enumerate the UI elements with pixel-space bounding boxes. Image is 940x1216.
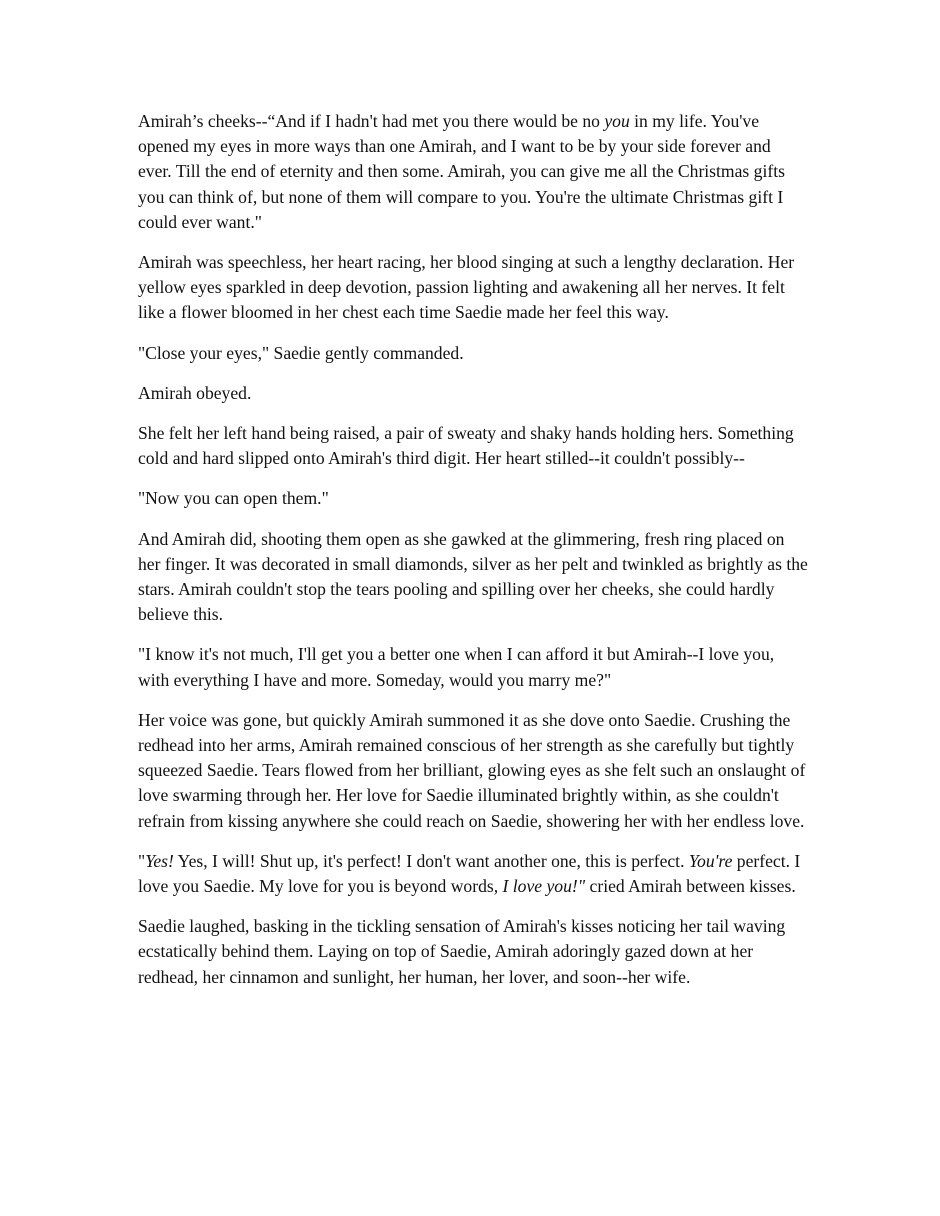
text-run: Amirah was speechless, her heart racing, her blood singing at such a lengthy declaration. Her yellow eyes sparkled in deep devotion, passion lighting and awakening all her nerves. It felt like a flower bloomed in her chest each time Saedie made her feel this way. [138,252,795,323]
document-body [138,109,808,1005]
text-run: "Now you can open them." [138,488,329,509]
paragraph [138,421,808,471]
text-run: And Amirah did, shooting them open as she gawked at the glimmering, fresh ring placed on her finger. It was decorated in small diamonds, silver as her pelt and twinkled as brightly as the stars. Amirah couldn't stop the tears pooling and spilling over her cheeks, she could hardly believe this. [138,528,808,625]
italic-text-run: you [604,111,630,131]
text-run: in my life. You've opened my eyes in more ways than one Amirah, and I want to be by your side forever and ever. Till the end of eternity and then some. Amirah, you can give me all the Christmas gifts you can think of, but none of them will compare to you. You're the ultimate Christmas gift I could ever want." [138,111,785,232]
paragraph [138,381,808,406]
text-run: Amirah obeyed. [138,382,252,403]
paragraph [138,642,808,692]
paragraph [138,341,808,366]
text-run: She felt her left hand being raised, a pair of sweaty and shaky hands holding hers. Something cold and hard slipped onto Amirah's third digit. Her heart stilled--it couldn't possibly-- [138,423,794,469]
text-run: Her voice was gone, but quickly Amirah summoned it as she dove onto Saedie. Crushing the redhead into her arms, Amirah remained conscious of her strength as she carefully but tightly squeezed Saedie. Tears flowed from her brilliant, glowing eyes as she felt such an onslaught of love swarming through her. Her love for Saedie illuminated brightly within, as she couldn't refrain from kissing anywhere she could reach on Saedie, showering her with her endless love. [138,709,806,831]
text-run: perfect. I love you Saedie. My love for you is beyond words [138,850,801,897]
text-run: Yes, I will! Shut up, it's perfect! I don't want another one, this is perfect. [173,850,689,871]
paragraph [138,527,808,628]
paragraph [138,708,808,834]
text-run: " [138,850,146,871]
text-run: Saedie laughed, basking in the tickling sensation of Amirah's kisses noticing her tail waving ecstatically behind them. Laying on top of Saedie, Amirah adoringly gazed down at her redhead, her cinnamon and sunlight, her human, her lover, and soon--her wife. [138,916,786,987]
text-run: cried Amirah between kisses. [585,876,796,897]
italic-text-run: , I love you!" [493,876,586,897]
paragraph [138,486,808,511]
paragraph [138,250,808,326]
paragraph [138,849,808,899]
text-run: "I know it's not much, I'll get you a better one when I can afford it but Amirah--I love you, with everything I have and more. Someday, would you marry me?" [138,644,775,690]
text-run: Amirah’s cheeks--“And if I hadn't had met you there would be no [138,111,605,131]
paragraph [138,914,808,990]
italic-text-run: Yes! [145,850,174,871]
italic-text-run: You're [688,850,733,871]
paragraph [138,109,808,235]
text-run: "Close your eyes," Saedie gently commanded. [138,342,464,363]
